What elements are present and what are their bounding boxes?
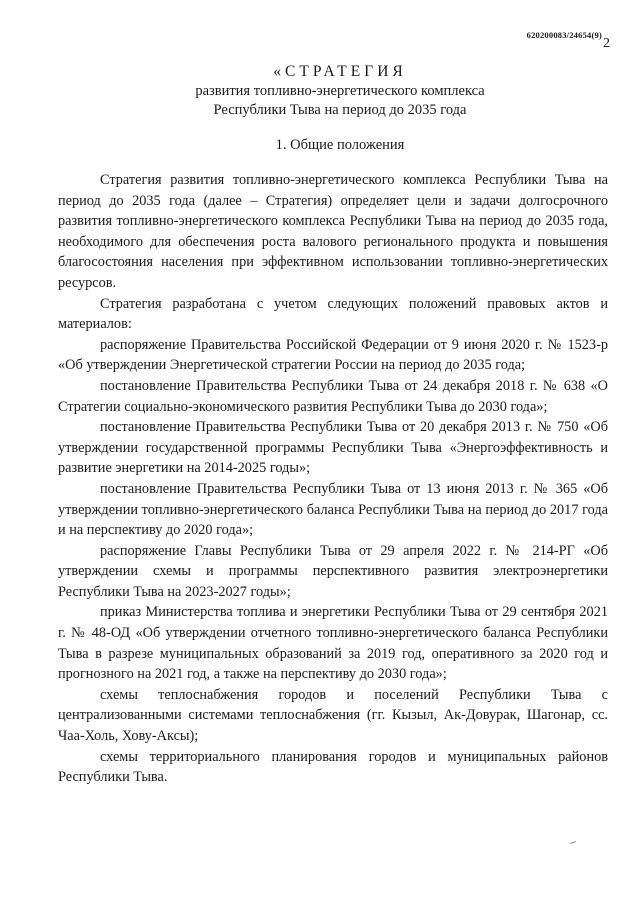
list-item-legal-act: распоряжение Главы Республики Тыва от 29 апреля 2022 г. № 214-РГ «Об утверждении схемы и программы перспективного развития электроэнергетики Республики Тыва на 2023-2027 годы»; — [58, 542, 608, 600]
page-number: 2 — [603, 36, 610, 51]
list-item-legal-act: постановление Правительства Республики Тыва от 20 декабря 2013 г. № 750 «Об утверждении государственной программы Республики Тыва «Энергоэффективность и развитие энергетики на 2014-2025 годы»; — [58, 419, 608, 477]
list-item-legal-act: приказ Министерства топлива и энергетики Республики Тыва от 29 сентября 2021 г. № 48-ОД «Об утверждении отчетного топливно-энергетического баланса Республики Тыва в разрезе муниципальных образований за 2019 год, оперативного за 2020 год и прогнозного на 2021 год, а также на перспективу до 2030 года»; — [58, 604, 608, 683]
list-item-legal-act: постановление Правительства Республики Тыва от 13 июня 2013 г. № 365 «Об утверждении топливно-энергетического баланса Республики Тыва на период до 2017 года и на перспективу до 2020 года»; — [58, 480, 608, 539]
title-block — [80, 62, 600, 120]
list-item-legal-act: схемы теплоснабжения городов и поселений Республики Тыва с централизованными системами теплоснабжения (гг. Кызыл, Ак-Довурак, Шагонар, сс. Чаа-Холь, Хову-Аксы); — [58, 686, 608, 745]
list-item-legal-act: постановление Правительства Республики Тыва от 24 декабря 2018 г. № 638 «О Стратегии социально-экономического развития Республики Тыва до 2030 года»; — [58, 377, 608, 415]
document-body — [58, 170, 608, 788]
stray-mark — [570, 841, 576, 844]
paragraph-intro: Стратегия развития топливно-энергетического комплекса Республики Тыва на период до 2035 года (далее – Стратегия) определяет цели и задачи долгосрочного развития топливно-энергетического комплекса Республики Тыва на период до 2035 года, необходимого для обеспечения роста валового регионального продукта и повышения благосостояния населения при эффективном использовании топливно-энергетических ресурсов. — [58, 172, 608, 291]
list-item-legal-act: схемы территориального планирования городов и муниципальных районов Республики Тыва. — [58, 748, 608, 786]
document-code: 620200083/24654(9) — [526, 30, 602, 40]
section-heading: 1. Общие положения — [275, 137, 405, 153]
paragraph-basis: Стратегия разработана с учетом следующих положений правовых актов и материалов: — [58, 295, 608, 333]
document-subtitle-line-1: развития топливно-энергетического комплекса — [195, 83, 485, 99]
document-subtitle-line-2: Республики Тыва на период до 2035 года — [213, 102, 467, 118]
document-title: «СТРАТЕГИЯ — [273, 63, 407, 80]
list-item-legal-act: распоряжение Правительства Российской Федерации от 9 июня 2020 г. № 1523-р «Об утверждении Энергетической стратегии России на период до 2035 года; — [58, 336, 608, 374]
